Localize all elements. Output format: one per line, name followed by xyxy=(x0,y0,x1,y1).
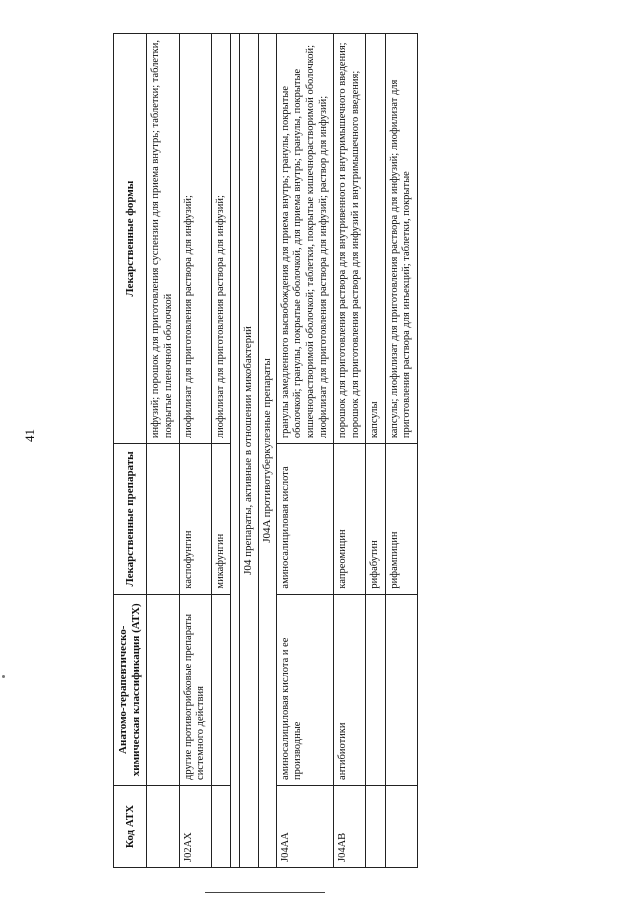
classification-cell: аминосалициловая кислота и ее производные xyxy=(276,594,333,785)
header-classification: Анатомо-терапевтическо-химическая классификация (АТХ) xyxy=(114,594,147,785)
table-row xyxy=(366,34,386,868)
classification-cell: другие противогрибковые препараты системного действия xyxy=(179,594,211,785)
code-cell xyxy=(211,785,231,867)
table-row xyxy=(385,34,417,868)
classification-cell xyxy=(385,594,417,785)
section-row xyxy=(258,34,276,868)
preparation-cell xyxy=(147,444,179,594)
table-gap-row xyxy=(231,34,240,868)
table-header-row xyxy=(114,34,147,868)
table-row xyxy=(147,34,179,868)
code-cell: J02AX xyxy=(179,785,211,867)
section-title: J04 препараты, активные в отношении микобактерий xyxy=(240,34,258,868)
table-row xyxy=(211,34,231,868)
header-forms: Лекарственные формы xyxy=(114,34,147,444)
preparation-cell: рифабутин xyxy=(366,444,386,594)
code-cell xyxy=(366,785,386,867)
table-body xyxy=(147,34,418,868)
forms-cell: капсулы xyxy=(366,34,386,444)
section-row xyxy=(240,34,258,868)
code-cell xyxy=(385,785,417,867)
section-title: J04A противотуберкулезные препараты xyxy=(258,34,276,868)
header-code: Код АТХ xyxy=(114,785,147,867)
forms-cell: гранулы замедленного высвобождения для приема внутрь; гранулы, покрытые оболочкой; гранулы, покрытые оболочкой, для приема внутрь; гранулы, покрытые кишечнорастворимой оболочкой; таблетки, покрытые кишечнорастворимой оболочкой; лиофилизат для приготовления раствора для инфузий; раствор для инфузий; xyxy=(276,34,333,444)
table-row xyxy=(179,34,211,868)
scan-artifact-dot xyxy=(2,675,5,678)
classification-cell xyxy=(211,594,231,785)
preparation-cell: рифампицин xyxy=(385,444,417,594)
forms-cell: лиофилизат для приготовления раствора для инфузий; xyxy=(179,34,211,444)
code-cell xyxy=(147,785,179,867)
forms-cell: капсулы; лиофилизат для приготовления раствора для инфузий; лиофилизат для приготовления раствора для инъекций; таблетки, покрытые xyxy=(385,34,417,444)
atc-table xyxy=(113,33,418,868)
classification-cell xyxy=(147,594,179,785)
rotated-page xyxy=(113,33,628,868)
scan-artifact-line xyxy=(205,892,325,893)
preparation-cell: каспофунгин xyxy=(179,444,211,594)
classification-cell: антибиотики xyxy=(334,594,366,785)
preparation-cell: капреомицин xyxy=(334,444,366,594)
table-row xyxy=(334,34,366,868)
forms-cell: лиофилизат для приготовления раствора для инфузий; xyxy=(211,34,231,444)
code-cell: J04AA xyxy=(276,785,333,867)
forms-cell: порошок для приготовления раствора для внутривенного и внутримышечного введения; порошок для приготовления раствора для инфузий и внутримышечного введения; xyxy=(334,34,366,444)
forms-cell: инфузий; порошок для приготовления суспензии для приема внутрь; таблетки; таблетки, покрытые пленочной оболочкой xyxy=(147,34,179,444)
header-preparations: Лекарственные препараты xyxy=(114,444,147,594)
classification-cell xyxy=(366,594,386,785)
gap-cell xyxy=(231,34,240,868)
code-cell: J04AB xyxy=(334,785,366,867)
page-number: 41 xyxy=(22,429,37,442)
preparation-cell: микафунгин xyxy=(211,444,231,594)
preparation-cell: аминосалициловая кислота xyxy=(276,444,333,594)
table-row xyxy=(276,34,333,868)
